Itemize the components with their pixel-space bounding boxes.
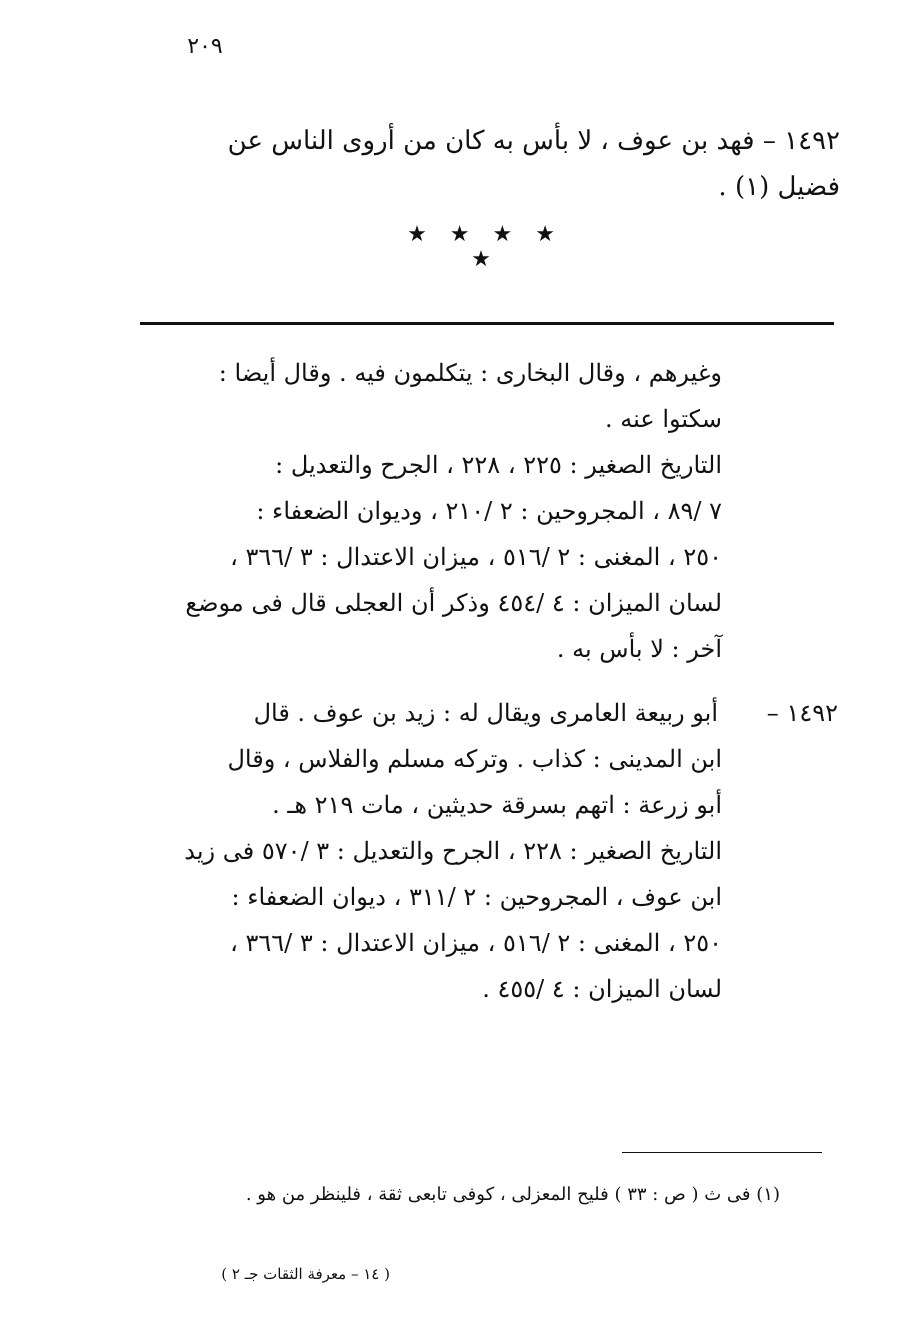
note-line: لسان الميزان : ٤ /٤٥٤ وذكر أن العجلى قال فى موضع [185,589,722,617]
note-entry-first-line [130,690,838,736]
note-line: ابن المدينى : كذاب . وتركه مسلم والفلاس ، وقال [227,745,722,773]
note-line: أبو زرعة : اتهم بسرقة حديثين ، مات ٢١٩ هـ . [272,791,722,819]
separator-stars: ★ ★ ★ ★ ★ [407,222,563,272]
footnote: (١) فى ث ( ص : ٣٣ ) فليح المعزلى ، كوفى تابعى ثقة ، فلينظر من هو . [245,1184,780,1205]
note-entry [130,690,838,1012]
note-line: أبو ربيعة العامرى ويقال له : زيد بن عوف . قال [253,699,718,727]
entry-number: ١٤٩٢ – [754,126,840,156]
note-line: ابن عوف ، المجروحين : ٢ /٣١١ ، ديوان الضعفاء : [231,883,722,911]
note-line: ٧ /٨٩ ، المجروحين : ٢ /٢١٠ ، وديوان الضعفاء : [256,497,722,525]
note-line: التاريخ الصغير : ٢٢٨ ، الجرح والتعديل : ٣ /٥٧٠ فى زيد [184,837,722,865]
main-entry-line-2: فضيل (١) . [718,172,840,202]
note-continuation [130,350,722,672]
note-line: وغيرهم ، وقال البخارى : يتكلمون فيه . وقال أيضا : [218,359,722,387]
signature-mark: ( ١٤ – معرفة الثقات جـ ٢ ) [221,1265,390,1283]
footnote-divider [622,1152,822,1153]
entry-text: فهد بن عوف ، لا بأس به كان من أروى الناس عن [227,126,755,156]
note-line: ٢٥٠ ، المغنى : ٢ /٥١٦ ، ميزان الاعتدال : ٣ /٣٦٦ ، [230,543,722,571]
note-line: لسان الميزان : ٤ /٤٥٥ . [482,975,722,1003]
main-entry-line-1 [130,118,840,164]
note-line: سكتوا عنه . [605,405,722,433]
note-line: آخر : لا بأس به . [556,635,722,663]
note-line: التاريخ الصغير : ٢٢٥ ، ٢٢٨ ، الجرح والتعديل : [275,451,722,479]
main-entry [130,118,840,210]
note-entry-number: ١٤٩٢ – [766,699,838,727]
page-number: ٢٠٩ [187,34,223,59]
note-line: ٢٥٠ ، المغنى : ٢ /٥١٦ ، ميزان الاعتدال : ٣ /٣٦٦ ، [230,929,722,957]
notes-divider [140,322,834,325]
